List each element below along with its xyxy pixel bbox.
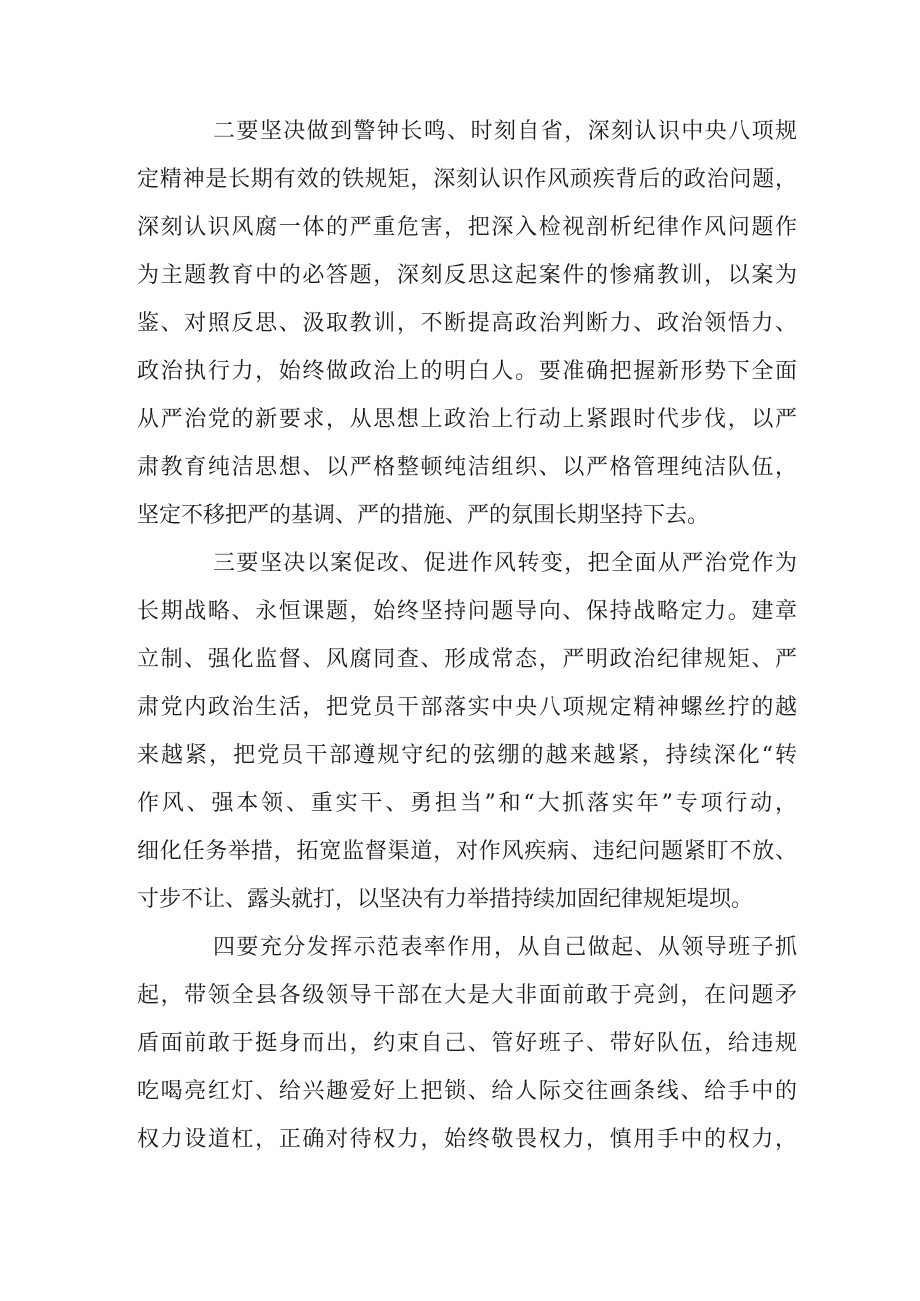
paragraph-line: 三要坚决以案促改、促进作风转变，把全面从严治党作为: [213, 551, 797, 576]
paragraph-line: 细化任务举措，拓宽监督渠道，对作风疾病、违纪问题紧盯不放、: [137, 839, 797, 864]
paragraph-line: 定精神是长期有效的铁规矩，深刻认识作风顽疾背后的政治问题，: [137, 167, 797, 192]
paragraph-line: 坚定不移把严的基调、严的措施、严的氛围长期坚持下去。: [137, 503, 710, 528]
paragraph-line: 为主题教育中的必答题，深刻反思这起案件的惨痛教训，以案为: [137, 263, 797, 288]
paragraph-line: 长期战略、永恒课题，始终坚持问题导向、保持战略定力。建章: [137, 599, 797, 624]
paragraph-line: 鉴、对照反思、汲取教训，不断提高政治判断力、政治领悟力、: [137, 311, 797, 336]
paragraph-3: [137, 540, 797, 924]
paragraph-line: 四要充分发挥示范表率作用，从自己做起、从领导班子抓: [213, 935, 797, 960]
paragraph-line: 来越紧，把党员干部遵规守纪的弦绷的越来越紧，持续深化“转: [137, 743, 797, 768]
paragraph-line: 起，带领全县各级领导干部在大是大非面前敢于亮剑，在问题矛: [137, 983, 797, 1008]
paragraph-4: [137, 924, 797, 1164]
paragraph-line: 肃党内政治生活，把党员干部落实中央八项规定精神螺丝拧的越: [137, 695, 797, 720]
paragraph-line: 盾面前敢于挺身而出，约束自己、管好班子、带好队伍，给违规: [137, 1031, 797, 1056]
paragraph-line: 寸步不让、露头就打，以坚决有力举措持续加固纪律规矩堤坝。: [137, 887, 754, 912]
paragraph-line: 权力设道杠，正确对待权力，始终敬畏权力，慎用手中的权力，: [137, 1127, 797, 1152]
paragraph-line: 二要坚决做到警钟长鸣、时刻自省，深刻认识中央八项规: [213, 119, 797, 144]
paragraph-line: 从严治党的新要求，从思想上政治上行动上紧跟时代步伐，以严: [137, 407, 797, 432]
paragraph-line: 深刻认识风腐一体的严重危害，把深入检视剖析纪律作风问题作: [137, 215, 797, 240]
paragraph-line: 肃教育纯洁思想、以严格整顿纯洁组织、以严格管理纯洁队伍，: [137, 455, 797, 480]
paragraph-2: [137, 108, 797, 540]
paragraph-line: 立制、强化监督、风腐同查、形成常态，严明政治纪律规矩、严: [137, 647, 797, 672]
document-body: [137, 108, 797, 1164]
paragraph-line: 吃喝亮红灯、给兴趣爱好上把锁、给人际交往画条线、给手中的: [137, 1079, 797, 1104]
paragraph-line: 作风、强本领、重实干、勇担当”和“大抓落实年”专项行动，: [137, 791, 797, 816]
paragraph-line: 政治执行力，始终做政治上的明白人。要准确把握新形势下全面: [137, 359, 797, 384]
